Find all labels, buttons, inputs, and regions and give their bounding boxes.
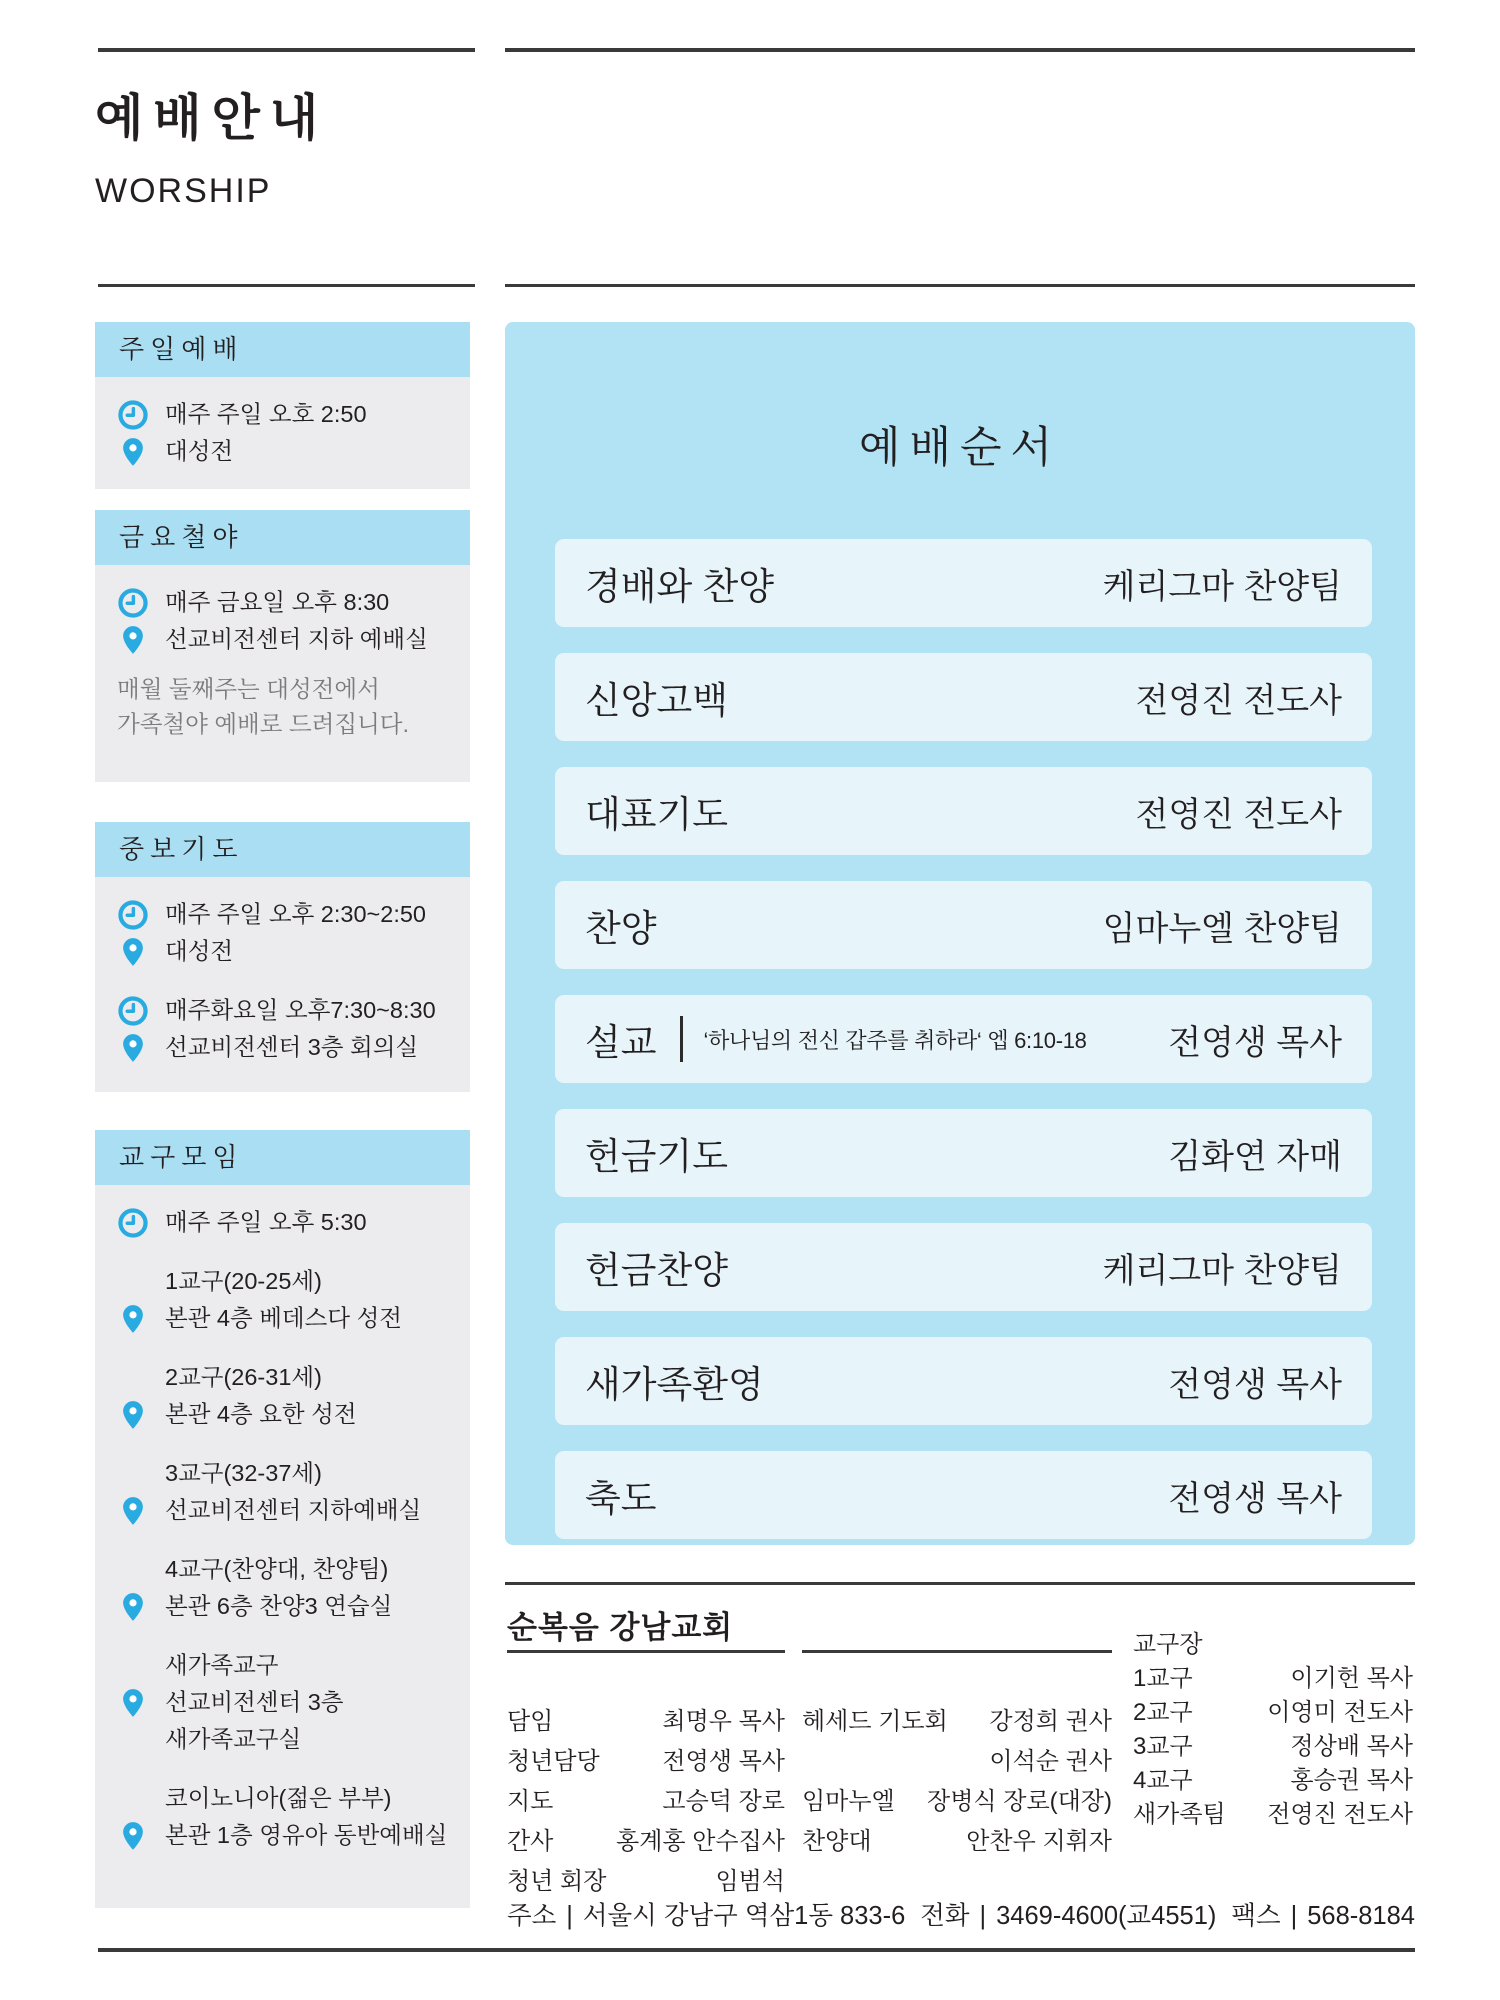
staff-row xyxy=(1133,1662,1413,1696)
schedule-entry-row xyxy=(117,933,456,970)
contact-segment xyxy=(1231,1896,1415,1932)
order-item-label: 경배와 찬양 xyxy=(585,566,774,607)
schedule-entry-text xyxy=(165,992,436,1029)
worship-order-row xyxy=(555,995,1372,1083)
schedule-entry-text xyxy=(165,621,428,658)
order-item-person: 전영생 목사 xyxy=(1168,1023,1342,1062)
schedule-entry-line: 새가족교구실 xyxy=(165,1726,302,1752)
schedule-entry-row xyxy=(117,1588,456,1625)
schedule-entry-row xyxy=(117,1029,456,1066)
order-item-person: 전영생 목사 xyxy=(1168,1365,1342,1404)
sidebar-section-title: 금요철야 xyxy=(95,510,470,565)
page-subtitle: WORSHIP xyxy=(95,172,272,210)
staff-row xyxy=(507,1702,785,1742)
staff-role: 헤세드 기도회 xyxy=(802,1708,948,1735)
schedule-entry-line: 선교비전센터 3층 회의실 xyxy=(165,1034,419,1060)
schedule-entry xyxy=(117,1359,456,1433)
schedule-entry-row xyxy=(117,1204,456,1241)
contact-separator: | xyxy=(1290,1902,1298,1930)
pin-icon xyxy=(117,1399,149,1431)
schedule-entry xyxy=(117,1780,456,1854)
staff-name: 전영진 전도사 xyxy=(1267,1801,1413,1828)
schedule-entry-row xyxy=(117,396,456,433)
contact-separator: | xyxy=(566,1902,573,1930)
worship-order-row xyxy=(555,1451,1372,1539)
order-item-label: 새가족환영 xyxy=(585,1364,764,1405)
staff-row xyxy=(802,1742,1112,1782)
staff-name: 안찬우 지휘자 xyxy=(966,1828,1112,1855)
schedule-entry-line: 본관 4층 요한 성전 xyxy=(165,1401,357,1427)
pin-icon xyxy=(117,936,149,968)
staff-name: 이영미 전도사 xyxy=(1267,1699,1413,1726)
pin-icon xyxy=(117,1820,149,1852)
schedule-entry-row xyxy=(117,1396,456,1433)
schedule-entry-line: 본관 4층 베데스다 성전 xyxy=(165,1305,402,1331)
schedule-entry-line: 매주 주일 오후 5:30 xyxy=(165,1209,367,1235)
sidebar-section-title: 교구모임 xyxy=(95,1130,470,1185)
schedule-entry-text xyxy=(165,433,233,470)
staff-name: 임범석 xyxy=(715,1868,785,1895)
schedule-entry xyxy=(117,896,456,933)
schedule-entry-line: 본관 1층 영유아 동반예배실 xyxy=(165,1822,448,1848)
section-note-line: 가족철야 예배로 드려집니다. xyxy=(117,711,409,737)
footer-column1-rule xyxy=(507,1650,785,1653)
staff-row xyxy=(507,1782,785,1822)
staff-role: 간사 xyxy=(507,1828,554,1855)
schedule-entry-line: 선교비전센터 3층 xyxy=(165,1689,344,1715)
contact-separator: | xyxy=(979,1902,987,1930)
worship-order-row xyxy=(555,767,1372,855)
staff-row xyxy=(1133,1798,1413,1832)
section-note-line: 매월 둘째주는 대성전에서 xyxy=(117,676,380,702)
pin-icon xyxy=(117,1687,149,1719)
top-rule-right xyxy=(505,48,1415,52)
staff-name: 홍계홍 안수집사 xyxy=(616,1828,785,1855)
order-item-person: 김화연 자매 xyxy=(1168,1137,1342,1176)
contact-value: 568-8184 xyxy=(1307,1902,1415,1930)
schedule-entry-line: 매주 주일 오호 2:50 xyxy=(165,401,367,427)
staff-row xyxy=(802,1822,1112,1862)
staff-row xyxy=(507,1742,785,1782)
contact-line xyxy=(507,1896,1415,1932)
staff-name: 정상배 목사 xyxy=(1290,1733,1413,1760)
contact-label: 주소 xyxy=(507,1902,557,1930)
schedule-entry-group-label: 3교구(32-37세) xyxy=(165,1460,322,1486)
schedule-entry xyxy=(117,1647,456,1758)
sidebar-section-body xyxy=(95,1185,470,1908)
order-item-label: 설교 xyxy=(585,1022,657,1063)
staff-name: 장병식 장로(대장) xyxy=(927,1788,1112,1815)
staff-name: 강정희 권사 xyxy=(989,1708,1112,1735)
worship-order-row xyxy=(555,1223,1372,1311)
schedule-entry xyxy=(117,1455,456,1529)
schedule-entry-row xyxy=(117,1300,456,1337)
worship-order-title: 예배순서 xyxy=(858,424,1062,472)
schedule-entry xyxy=(117,1551,456,1625)
staff-name: 전영생 목사 xyxy=(662,1748,785,1775)
staff-role: 지도 xyxy=(507,1788,554,1815)
schedule-entry-text xyxy=(165,933,233,970)
section-note xyxy=(117,672,456,742)
sidebar-section-body xyxy=(95,377,470,489)
staff-role: 담임 xyxy=(507,1708,554,1735)
staff-name: 이기헌 목사 xyxy=(1290,1665,1413,1692)
pin-icon xyxy=(117,436,149,468)
staff-column-2 xyxy=(802,1702,1112,1862)
schedule-entry xyxy=(117,621,456,658)
schedule-entry-row xyxy=(117,1684,456,1758)
staff-role: 1교구 xyxy=(1133,1665,1193,1692)
staff-role: 청년 회장 xyxy=(507,1868,607,1895)
top-rule-left xyxy=(98,48,475,52)
staff-row xyxy=(1133,1764,1413,1798)
schedule-entry xyxy=(117,1029,456,1066)
worship-order-row xyxy=(555,881,1372,969)
schedule-entry-text xyxy=(165,584,389,621)
schedule-entry-group-label: 코이노니아(젊은 부부) xyxy=(165,1785,392,1811)
staff-role: 청년담당 xyxy=(507,1748,600,1775)
page-title: 예배안내 xyxy=(95,90,329,146)
footer-rule xyxy=(505,1582,1415,1585)
staff-row xyxy=(802,1782,1112,1822)
staff-column-3 xyxy=(1133,1628,1413,1832)
clock-icon xyxy=(117,399,149,431)
schedule-entry-group-label: 4교구(찬양대, 찬양팀) xyxy=(165,1556,389,1582)
sermon-title: ‘하나님의 전신 갑주를 취하라‘ 엡 6:10-18 xyxy=(703,1027,1087,1053)
worship-order-list xyxy=(555,539,1372,1539)
pin-icon xyxy=(117,1303,149,1335)
schedule-entry-row xyxy=(117,1492,456,1529)
contact-segment xyxy=(920,1896,1216,1932)
schedule-entry-text xyxy=(165,1817,447,1854)
contact-value: 서울시 강남구 역삼1동 833-6 xyxy=(582,1902,906,1930)
staff-name: 고승덕 장로 xyxy=(662,1788,785,1815)
sidebar-section xyxy=(95,822,470,1092)
schedule-entry-text xyxy=(165,1492,421,1529)
order-item-label: 헌금찬양 xyxy=(585,1250,728,1291)
schedule-entry-text xyxy=(165,1029,418,1066)
schedule-entry-text xyxy=(165,1300,402,1337)
schedule-entry xyxy=(117,433,456,470)
order-item-person: 케리그마 찬양팀 xyxy=(1102,567,1342,606)
order-item-label: 헌금기도 xyxy=(585,1136,728,1177)
schedule-entry-line: 선교비전센터 지하예배실 xyxy=(165,1497,422,1523)
staff-column-1 xyxy=(507,1702,785,1902)
schedule-entry-line: 매주화요일 오후7:30~8:30 xyxy=(165,997,436,1023)
staff-name: 최명우 목사 xyxy=(662,1708,785,1735)
order-item-person: 전영진 전도사 xyxy=(1135,795,1342,834)
sidebar-section-title: 주일예배 xyxy=(95,322,470,377)
staff-row xyxy=(507,1822,785,1862)
schedule-entry-line: 대성전 xyxy=(165,938,234,964)
schedule-entry-text xyxy=(165,896,426,933)
clock-icon xyxy=(117,587,149,619)
label-divider xyxy=(680,1016,683,1062)
staff-role: 3교구 xyxy=(1133,1733,1193,1760)
schedule-entry-group-label: 2교구(26-31세) xyxy=(165,1364,322,1390)
staff-role: 임마누엘 xyxy=(802,1788,895,1815)
staff-name: 이석순 권사 xyxy=(989,1748,1112,1775)
schedule-entry xyxy=(117,1263,456,1337)
schedule-entry-row xyxy=(117,896,456,933)
schedule-entry xyxy=(117,933,456,970)
sidebar-section-body xyxy=(95,877,470,1092)
order-item-label: 대표기도 xyxy=(585,794,728,835)
schedule-entry xyxy=(117,992,456,1029)
church-name: 순복음 강남교회 xyxy=(507,1610,734,1645)
order-item-label: 찬양 xyxy=(585,908,657,949)
staff-row xyxy=(1133,1696,1413,1730)
schedule-entry-row xyxy=(117,992,456,1029)
staff-role: 새가족팀 xyxy=(1133,1801,1226,1828)
schedule-entry-group-label: 새가족교구 xyxy=(165,1652,279,1678)
sidebar-section xyxy=(95,510,470,782)
contact-value: 3469-4600(교4551) xyxy=(996,1902,1217,1930)
staff-role: 찬양대 xyxy=(802,1828,872,1855)
schedule-entry-line: 본관 6층 찬양3 연습실 xyxy=(165,1593,393,1619)
order-item-label: 축도 xyxy=(585,1478,657,1519)
schedule-entry-line: 선교비전센터 지하 예배실 xyxy=(165,626,428,652)
mid-rule-left xyxy=(98,284,475,287)
schedule-entry-line: 매주 주일 오후 2:30~2:50 xyxy=(165,901,426,927)
sidebar-section-body xyxy=(95,565,470,782)
contact-label: 전화 xyxy=(920,1902,970,1930)
pin-icon xyxy=(117,624,149,656)
clock-icon xyxy=(117,1207,149,1239)
schedule-entry-row xyxy=(117,584,456,621)
footer-column2-rule xyxy=(802,1650,1112,1653)
pin-icon xyxy=(117,1032,149,1064)
bottom-rule xyxy=(98,1948,1415,1952)
worship-order-row xyxy=(555,653,1372,741)
clock-icon xyxy=(117,899,149,931)
schedule-entry-row xyxy=(117,433,456,470)
sidebar-section-title: 중보기도 xyxy=(95,822,470,877)
schedule-entry-group-label: 1교구(20-25세) xyxy=(165,1268,322,1294)
contact-segment xyxy=(507,1896,905,1932)
staff-role: 2교구 xyxy=(1133,1699,1193,1726)
order-item-person: 전영진 전도사 xyxy=(1135,681,1342,720)
mid-rule-right xyxy=(505,284,1415,287)
schedule-entry-text xyxy=(165,396,367,433)
pin-icon xyxy=(117,1495,149,1527)
staff-row xyxy=(802,1702,1112,1742)
schedule-entry-text xyxy=(165,1204,367,1241)
sidebar-section xyxy=(95,322,470,489)
worship-order-row xyxy=(555,539,1372,627)
worship-order-row xyxy=(555,1109,1372,1197)
schedule-entry-row xyxy=(117,1817,456,1854)
order-item-label: 신앙고백 xyxy=(585,680,728,721)
schedule-entry xyxy=(117,584,456,621)
schedule-entry-row xyxy=(117,621,456,658)
schedule-entry xyxy=(117,396,456,433)
order-item-person: 전영생 목사 xyxy=(1168,1479,1342,1518)
order-item-person: 임마누엘 찬양팀 xyxy=(1102,909,1342,948)
sidebar-section xyxy=(95,1130,470,1908)
worship-order-row xyxy=(555,1337,1372,1425)
staff-role: 4교구 xyxy=(1133,1767,1193,1794)
schedule-entry-text xyxy=(165,1588,392,1625)
schedule-entry-text xyxy=(165,1396,357,1433)
schedule-entry-text xyxy=(165,1684,344,1758)
contact-label: 팩스 xyxy=(1231,1902,1281,1930)
worship-order-panel xyxy=(505,322,1415,1545)
schedule-entry-line: 매주 금요일 오후 8:30 xyxy=(165,589,390,615)
order-item-person: 케리그마 찬양팀 xyxy=(1102,1251,1342,1290)
staff-row xyxy=(1133,1730,1413,1764)
staff-name: 홍승권 목사 xyxy=(1290,1767,1413,1794)
clock-icon xyxy=(117,995,149,1027)
schedule-entry xyxy=(117,1204,456,1241)
schedule-entry-line: 대성전 xyxy=(165,438,234,464)
staff-column-header: 교구장 xyxy=(1133,1631,1203,1658)
pin-icon xyxy=(117,1591,149,1623)
